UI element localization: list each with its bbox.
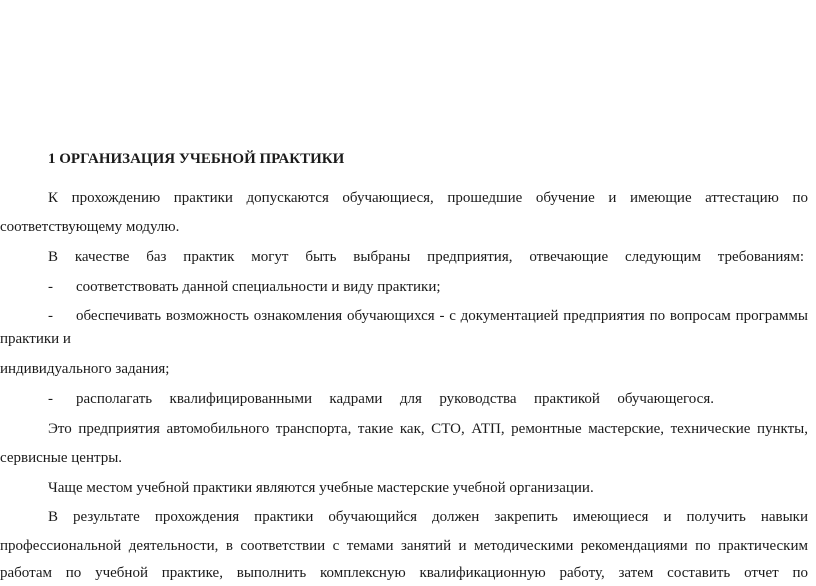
- list-item-2-line-1: обеспечивать возможность ознакомления обучающихся - с документацией предприятия по вопросам программы: [76, 308, 808, 324]
- paragraph-5-line-1: В результате прохождения практики обучающийся должен закрепить имеющиеся и получить навыки: [48, 509, 808, 525]
- paragraph-3-line-2: сервисные центры.: [0, 450, 123, 466]
- paragraph-1-line-2: соответствующему модулю.: [0, 219, 180, 235]
- paragraph-5-line-3: работам по учебной практике, выполнить комплексную квалификационную работу, затем составить отчет по: [0, 565, 808, 581]
- section-heading: 1 ОРГАНИЗАЦИЯ УЧЕБНОЙ ПРАКТИКИ: [48, 151, 345, 167]
- list-item-1: соответствовать данной специальности и виду практики;: [76, 279, 441, 295]
- paragraph-3-line-1: Это предприятия автомобильного транспорта, такие как, СТО, АТП, ремонтные мастерские, технические пункты,: [48, 421, 808, 437]
- paragraph-4-line-1: Чаще местом учебной практики являются учебные мастерские учебной организации.: [48, 480, 594, 496]
- list-item-2-line-2: практики и: [0, 331, 71, 347]
- list-item-2-line-3: индивидуального задания;: [0, 361, 170, 377]
- list-dash-2: -: [48, 308, 53, 324]
- paragraph-5-line-2: профессиональной деятельности, в соответствии с темами занятий и методическими рекомендациями по практическим: [0, 538, 808, 554]
- paragraph-2-line-1: В качестве баз практик могут быть выбраны предприятия, отвечающие следующим требованиям:: [48, 249, 804, 265]
- paragraph-1-line-1: К прохождению практики допускаются обучающиеся, прошедшие обучение и имеющие аттестацию по: [48, 190, 808, 206]
- list-dash-1: -: [48, 279, 53, 295]
- list-item-3: располагать квалифицированными кадрами для руководства практикой обучающегося.: [76, 391, 714, 407]
- list-dash-3: -: [48, 391, 53, 407]
